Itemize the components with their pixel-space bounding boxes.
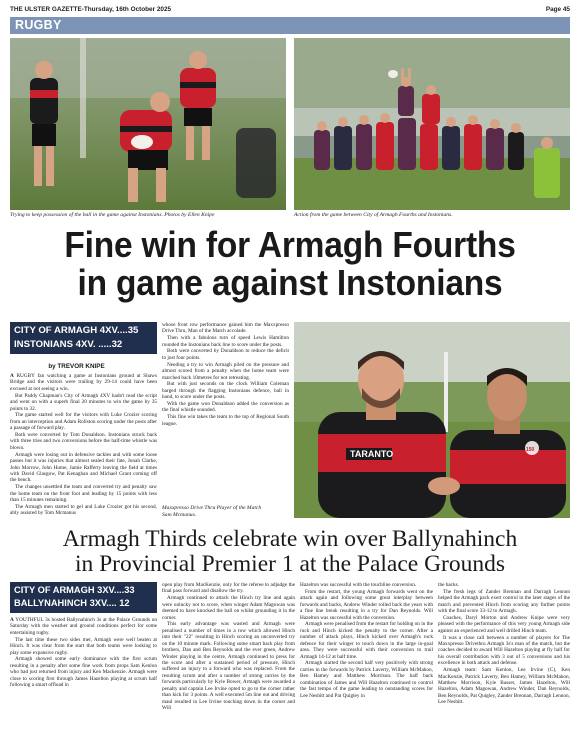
section-title: RUGBY [15, 18, 62, 32]
story2-score-box [10, 582, 157, 613]
story2-paragraph: Hazelton was successful with the touchline conversion. [300, 582, 417, 588]
caption-right: Action from the game between City of Armagh Fourths and Instonians. [294, 212, 453, 218]
story1-headline-line2: in game against Instonians [77, 262, 503, 303]
story1-paragraph: Needing a try to win Armagh piled on the pressure and almost scored from a penalty when the home team were marched back 10metres for not retreating. [162, 361, 289, 381]
story1-byline: by TREVOR KNIPE [48, 363, 105, 370]
story1-column-2 [162, 322, 289, 427]
photo-lineout-image [294, 38, 570, 210]
story2-paragraph: Armagh continued to attack the Hinch try line and again were unlucky not to score, when winger Adam Magowan was deemed to have knocked the ball on whilst grounding it in the corner. [162, 595, 295, 621]
caption-left: Trying to keep possession of the ball in the game against Instonians. Photos by Ellen Knipe [10, 212, 215, 218]
story2-paragraph: Armagh started the second half very positively with strong carries in the forwards by Patrick Laverty, William McMahon, Ben Hamey and Matthew Morrison. The half back combination of James and Will Hazelton continued to control the fast tempo of the game leading to outstanding scores for Lee Nesbitt and Pat Quigley in [300, 660, 433, 699]
publication-line: THE ULSTER GAZETTE-Thursday, 16th October 2025 [10, 6, 172, 13]
story2-column-1 [10, 617, 157, 689]
story1-paragraph: A RUGBY fan watching a game at Instonians ground at Shaws Bridge and the visitors were trailing by 29-14 could have been excused at not seeing a win. [10, 373, 157, 392]
story2-headline-line2: in Provincial Premier 1 at the Palace Grounds [74, 551, 506, 577]
story1-paragraph: Both were converted by Donaldson to reduce the deficit to just four points. [162, 348, 289, 361]
story1-score-home: CITY OF ARMAGH 4XV....35 [14, 325, 139, 336]
story1-paragraph: The Armagh men started to gel and Luke Crozier got his second, ably assisted by Tom Mcmanus [10, 503, 157, 517]
shirt-badge-text: 150 [526, 447, 535, 453]
story1-paragraph: This fine win takes the team to the top of Regional South league. [162, 414, 289, 427]
story2-paragraph: The last time these two sides met, Armagh were well beaten at Hinch. It was clear from the start that both teams were looking to play some expansive rugby. [10, 636, 157, 656]
story1-paragraph: Both were converted by Tom Donaldson. Instonians struck back with three tries and two conversions before the half-time whistle was blown. [10, 431, 157, 451]
story2-paragraph: Armagh team: Sam Kenlon, Lee Irvine (C), Ken MacKenzie, Patrick Laverty, Ben Hamey, William McMahon, Matthew Morrison, Kyle Basset, James Hazelton, Will Hazelton, Adam Magowan, Andrew Winder, Dan Reynolds, Ben Reynolds, Pat Quigley, Zander Brennan, Darragh Lennon, Lee Nesbitt. [438, 667, 570, 706]
story2-paragraph: This early advantage was wasted and Armagh were penalised a number of times in a row which allowed Hinch into their "22" resulting in Hinch scoring an unconverted try on the 10 minute mark. Following some smart back play from brothers, Dan and Ben Reynolds and the ever green, Andrew Winder playing in the centre, Armagh continued to press for the score and after a sustained period of pressure, Hinch suffered an injury to a forward who was replaced. From the resulting scrum and after a number of strong carries by the forwards particularly by Kyle Bower, Armagh were awarded a penalty and captain Lee Irvine opted to go to the corner rather than kick for 3 points. A well executed 5m line out and driving maul resulted in Lee Irvine touching down in the corner and Will [162, 621, 295, 712]
photo-possession-image [10, 38, 286, 210]
story2-column-3 [300, 582, 433, 699]
story2-paragraph: It was a close call between a number of players for The Maxxpresso Drivethru Armagh 3s's man of the match, but the coaches decided to award Will Hazelton playing at fly half for his overall contribution with 3 out of 5 conversions and his excellence in both attack and defense. [438, 634, 570, 667]
story2-headline [10, 527, 570, 577]
story1-column-1 [10, 373, 157, 517]
story2-paragraph: The fresh legs of Zander Brennan and Darragh Lennon helped the Armagh pack exert control in the later stages of the match and prevented Hinch from scoring any further points with the final score 33-12 to Armagh. [438, 588, 570, 615]
story1-headline [30, 226, 551, 302]
story2-paragraph: Armagh showed some early dominance with the first scrum resulting in a penalty after some fine work from props Sam Kenlon who had just returned from injury and Ken Mackenzie. Armagh were close to scoring first through James Hazelton playing at scrum half following a smart offload in [10, 656, 157, 689]
story2-score-home: CITY OF ARMAGH 3XV....33 [14, 585, 135, 595]
story1-paragraph: But with just seconds on the clock William Coleman barged through the flagging Instonians defence, ball in hand, to score under the posts. [162, 381, 289, 401]
story2-paragraph: Coaches, Daryl Morton and Andrew Knipe were very pleased with the performance of this very young Armagh side against an experienced and well drilled Hinch team. [438, 614, 570, 634]
photo-player-image [294, 322, 570, 518]
story2-paragraph: the backs. [438, 582, 459, 588]
story2-paragraph: From the restart, the young Armagh forwards went on the attack again and following some great interplay between forwards and backs, Andrew Winder rolled back the years with a fine line break resulting in a try for Dan Reynolds. Will Hazelton was successful with the conversion. [300, 588, 433, 621]
story1-paragraph: Armagh were losing out in defensive tackles and with some loose passes but it was injuries that almost sealed their fate, Jonah Clarke, John Morrow, John Hume, Jamie Rafferty leaving the field at times with David Glasgow, Pat Kenaghan and Michael Grant coming off the bench. [10, 451, 157, 484]
photo-possession [10, 38, 286, 210]
caption-player-of-match: Maxxpresso Drive Thru Player of the Match Sam Mcmanus. [162, 505, 262, 518]
story1-paragraph: With the game won Donaldson added the conversion as the final whistle sounded. [162, 400, 289, 414]
story1-headline-line1: Fine win for Armagh Fourths [64, 224, 516, 265]
photo-player-of-match [294, 322, 570, 518]
story1-paragraph: The game started well for the visitors with Luke Crozier scoring from an interception and Adam Rollston scoring under the posts after a passage of forward play. [10, 412, 157, 432]
story2-paragraph: Armagh were penalised from the restart for holding on in the ruck and Hinch kicked the penalty to the corner. After a number of attack plays, Hinch kicked over Armagh's ruck defence for their winger to touch down in the large in-goal area. They were successful with their conversion to trail Armagh 14-12 at half time. [300, 621, 434, 660]
story1-paragraph: Then with a fabulous turn of speed Lewis Hamilton rounded the Instonians back line to score under the posts. [162, 335, 289, 348]
story1-score-box [10, 322, 157, 354]
page-number: Page 45 [545, 6, 570, 13]
story1-paragraph: But Paddy Chapman's City of Armagh 4XV hadn't read the script and went on with a superb final 20 minutes to win the game by 35 points to 32. [10, 392, 157, 412]
photo-lineout [294, 38, 570, 210]
story2-column-2 [162, 582, 295, 712]
story2-score-away: BALLYNAHINCH 3XV.... 12 [14, 598, 130, 608]
story2-paragraph: A YOUTHFUL 3s hosted Ballynahinch 3s at the Palace Grounds on Saturday with the weather and ground conditions perfect for some entertaining rugby. [10, 617, 157, 636]
shirt-brand-text: TARANTO [350, 449, 394, 459]
masthead [10, 6, 570, 34]
section-bar [10, 17, 570, 34]
story1-paragraph: The changes unsettled the team and converted try and penalty saw the home team on the front foot and leading by 15 points with less than 15 minutes remaining. [10, 484, 157, 504]
story1-score-away: INSTONIANS 4XV. .....32 [14, 339, 123, 350]
story1-paragraph: whose front row performance gained him the Maxxpresso Drive Thru, Man of the Match accolade. [162, 322, 289, 335]
story2-headline-line1: Armagh Thirds celebrate win over Ballynahinch [62, 526, 518, 552]
story2-column-4 [438, 582, 570, 706]
story2-paragraph: open play from MacKenzie, only for the referee to adjudge the final pass forward and disallow the try. [162, 582, 295, 595]
